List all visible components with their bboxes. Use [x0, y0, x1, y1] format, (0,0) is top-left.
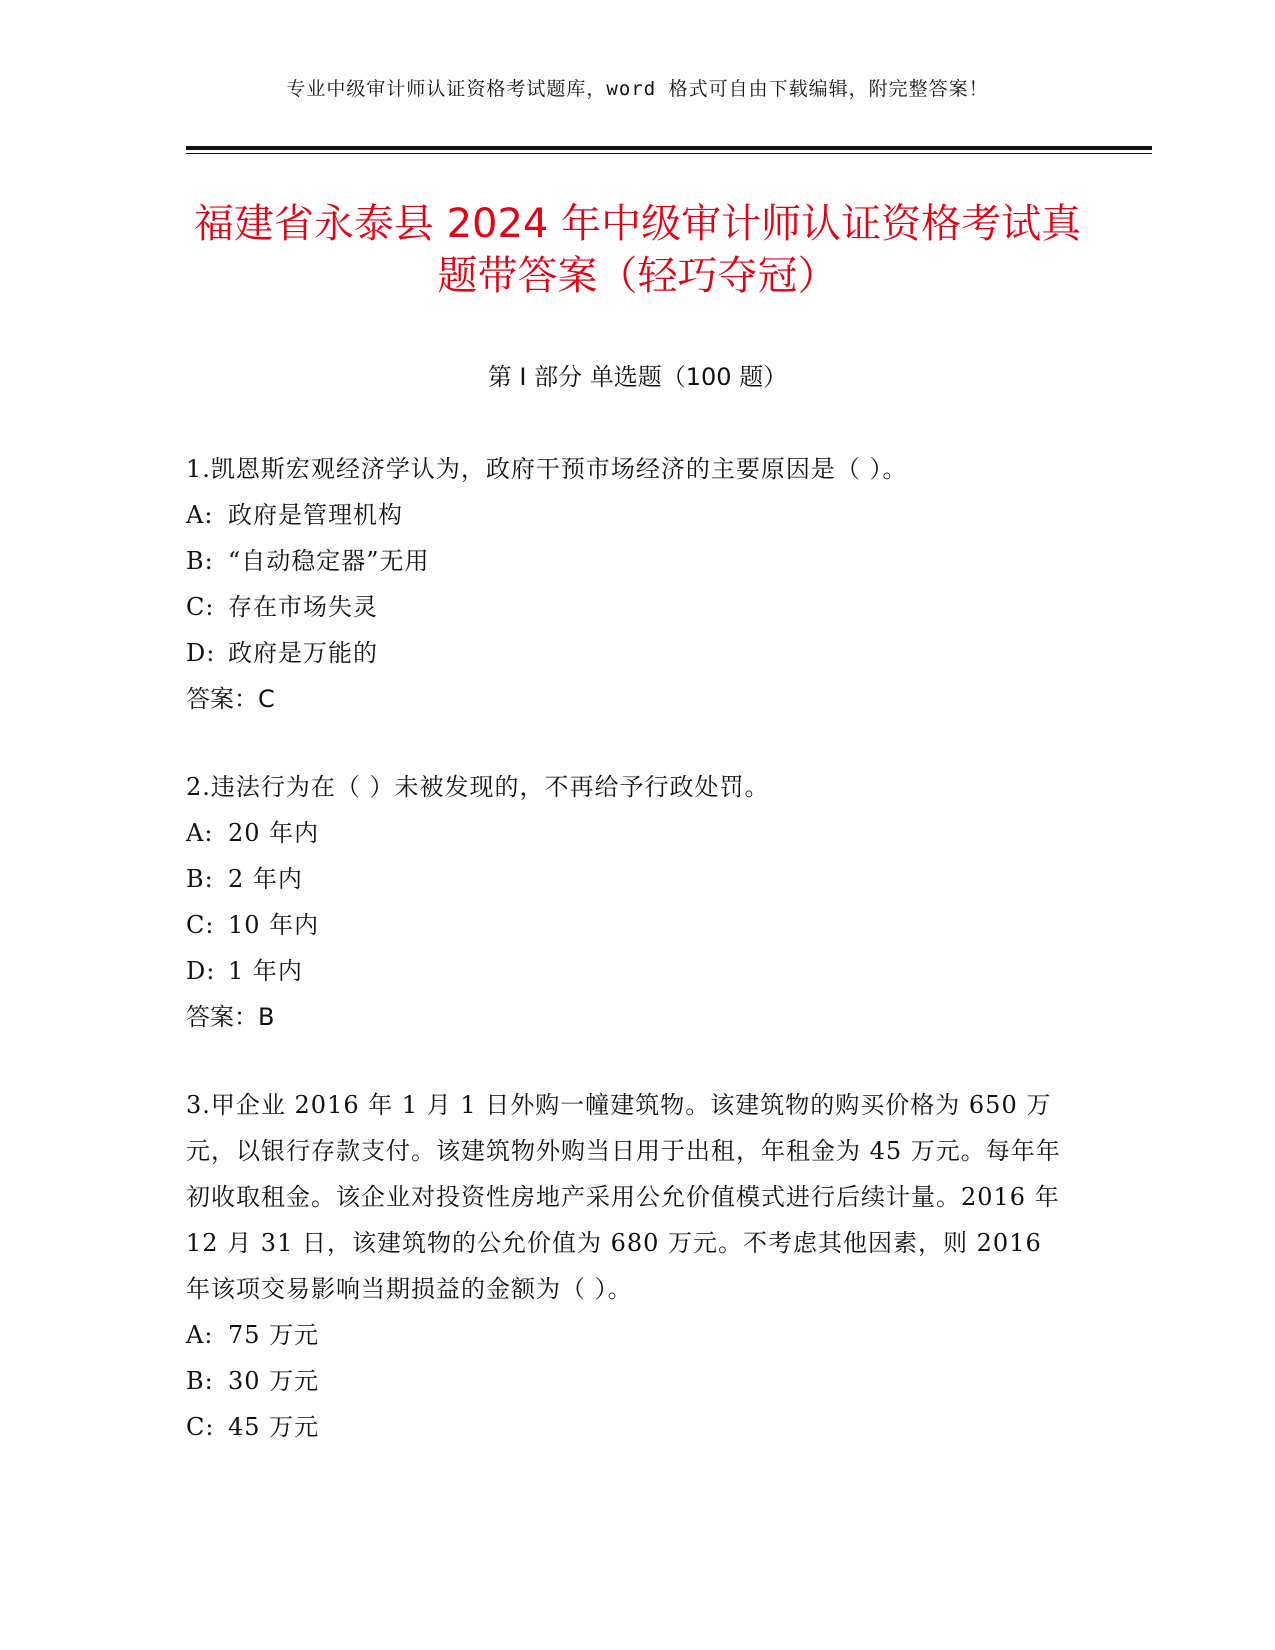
question-item [186, 764, 1066, 1040]
option-item [186, 902, 1066, 948]
option-text: 政府是万能的 [228, 639, 378, 667]
question-item [186, 1082, 1066, 1450]
header-note: 专业中级审计师认证资格考试题库，word 格式可自由下载编辑，附完整答案！ [286, 78, 989, 100]
option-text: 2 年内 [228, 865, 303, 893]
section-heading: 第 I 部分 单选题（100 题） [487, 363, 788, 391]
question-item [186, 446, 1066, 722]
option-text: 10 年内 [228, 911, 320, 939]
option-text: 20 年内 [228, 819, 320, 847]
answer-value: C [258, 685, 275, 713]
option-text: 75 万元 [228, 1321, 320, 1349]
option-letter: B: [186, 865, 214, 893]
option-letter: C: [186, 1413, 215, 1441]
option-item [186, 810, 1066, 856]
answer-prefix: 答案： [186, 1003, 258, 1031]
option-item [186, 1404, 1066, 1450]
answer-line [186, 676, 1066, 722]
answer-value: B [258, 1003, 275, 1031]
question-stem: 1.凯恩斯宏观经济学认为，政府干预市场经济的主要原因是（ ）。 [186, 455, 908, 483]
option-item [186, 948, 1066, 994]
option-letter: A: [186, 819, 214, 847]
option-item [186, 856, 1066, 902]
header-rule-thin [186, 153, 1152, 154]
option-letter: D: [186, 957, 216, 985]
option-text: 政府是管理机构 [228, 501, 403, 529]
question-stem: 2.违法行为在（ ）未被发现的，不再给予行政处罚。 [186, 773, 770, 801]
option-text: 1 年内 [228, 957, 303, 985]
option-text: 存在市场失灵 [228, 593, 378, 621]
answer-prefix: 答案： [186, 685, 258, 713]
option-text: 30 万元 [228, 1367, 320, 1395]
question-stem: 3.甲企业 2016 年 1 月 1 日外购一幢建筑物。该建筑物的购买价格为 650 万元，以银行存款支付。该建筑物外购当日用于出租，年租金为 45 万元。每年年初收取租金。该企业对投资性房地产采用公允价值模式进行后续计量。2016 年 12 月 31 日，该建筑物的公允价值为 680 万元。不考虑其他因素，则 2016 年该项交易影响当期损益的金额为（ ）。 [186, 1091, 1061, 1303]
option-letter: C: [186, 593, 215, 621]
option-item [186, 1312, 1066, 1358]
option-letter: A: [186, 1321, 214, 1349]
option-letter: B: [186, 1367, 214, 1395]
option-item [186, 538, 1066, 584]
header-rule-thick [186, 146, 1152, 150]
option-letter: C: [186, 911, 215, 939]
option-item [186, 492, 1066, 538]
question-list [186, 446, 1066, 1492]
option-letter: A: [186, 501, 214, 529]
option-text: 45 万元 [228, 1413, 320, 1441]
option-item [186, 584, 1066, 630]
option-letter: D: [186, 639, 216, 667]
option-item [186, 1358, 1066, 1404]
option-item [186, 630, 1066, 676]
option-letter: B: [186, 547, 214, 575]
option-text: “自动稳定器”无用 [228, 547, 430, 575]
document-title: 福建省永泰县 2024 年中级审计师认证资格考试真题带答案（轻巧夺冠） [193, 201, 1082, 299]
answer-line [186, 994, 1066, 1040]
